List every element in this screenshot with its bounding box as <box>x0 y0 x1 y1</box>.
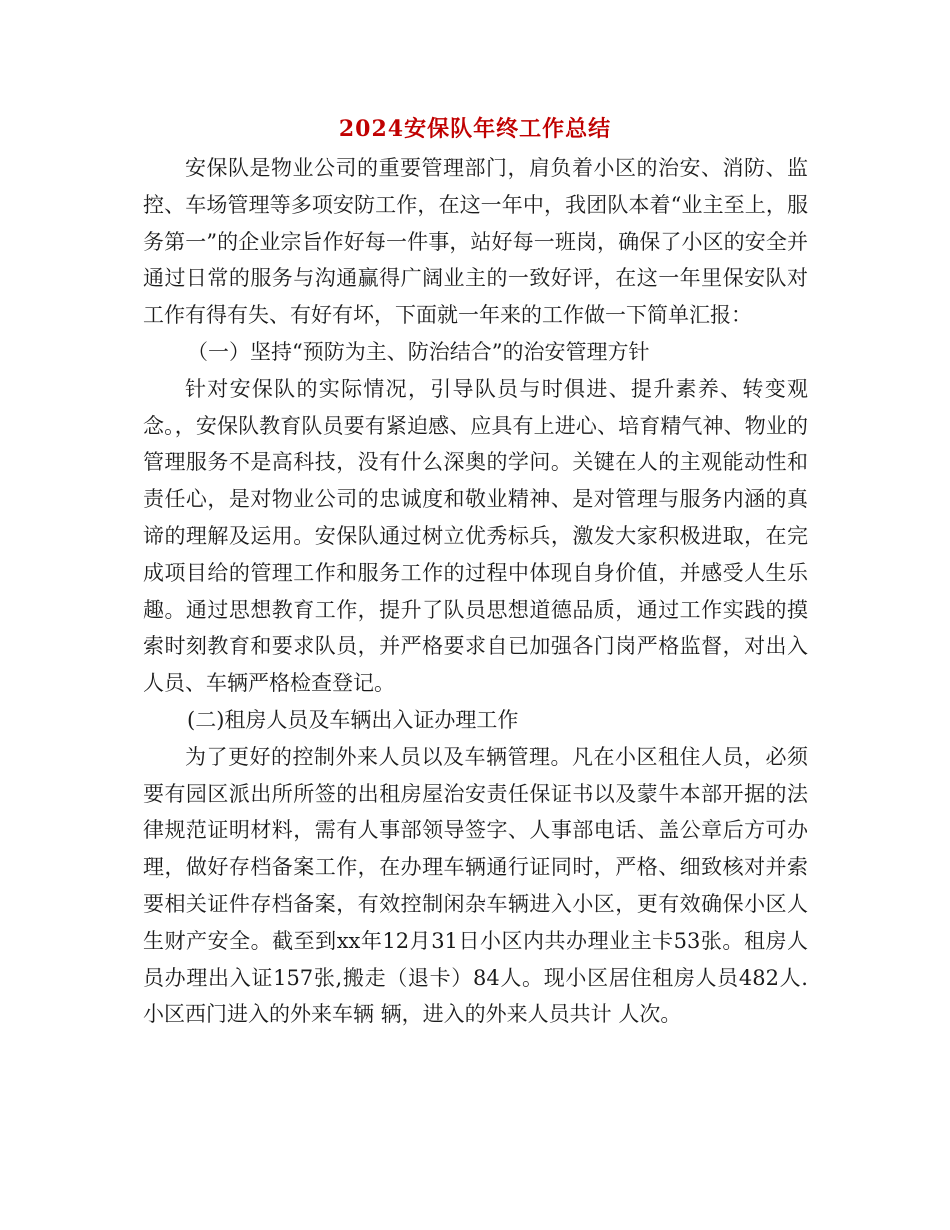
section-1-paragraph: 针对安保队的实际情况，引导队员与时俱进、提升素养、转变观念。，安保队教育队员要有紧迫感、应具有上进心、培育精气神、物业的管理服务不是高科技，没有什么深奥的学问。关键在人的主观能动性和责任心，是对物业公司的忠诚度和敬业精神、是对管理与服务内涵的真谛的理解及运用。安保队通过树立优秀标兵，激发大家积极进取，在完成项目给的管理工作和服务工作的过程中体现自身价值，并感受人生乐趣。通过思想教育工作，提升了队员思想道德品质，通过工作实践的摸索时刻教育和要求队员，并严格要求自已加强各门岗严格监督，对出入人员、车辆严格检查登记。 <box>143 376 808 696</box>
section-1-heading: （一）坚持“预防为主、防治结合”的治安管理方针 <box>187 339 650 364</box>
section-2-heading: (二)租房人员及车辆出入证办理工作 <box>187 707 519 732</box>
document-body <box>143 150 808 1033</box>
section-2-paragraph: 为了更好的控制外来人员以及车辆管理。凡在小区租住人员，必须要有园区派出所所签的出租房屋治安责任保证书以及蒙牛本部开据的法律规范证明材料，需有人事部领导签字、人事部电话、盖公章后方可办理，做好存档备案工作，在办理车辆通行证同时，严格、细致核对并索要相关证件存档备案，有效控制闲杂车辆进入小区，更有效确保小区人生财产安全。截至到xx年12月31日小区内共办理业主卡53张。租房人员办理出入证157张,搬走（退卡）84人。现小区居住租房人员482人.小区西门进入的外来车辆 辆，进入的外来人员共计 人次。 <box>143 744 808 1027</box>
document-title: 2024安保队年终工作总结 <box>338 116 612 142</box>
intro-paragraph: 安保队是物业公司的重要管理部门，肩负着小区的治安、消防、监控、车场管理等多项安防工作，在这一年中，我团队本着“业主至上，服务第一”的企业宗旨作好每一件事，站好每一班岗，确保了小区的安全并通过日常的服务与沟通赢得广阔业主的一致好评，在这一年里保安队对工作有得有失、有好有坏，下面就一年来的工作做一下简单汇报： <box>143 156 808 328</box>
